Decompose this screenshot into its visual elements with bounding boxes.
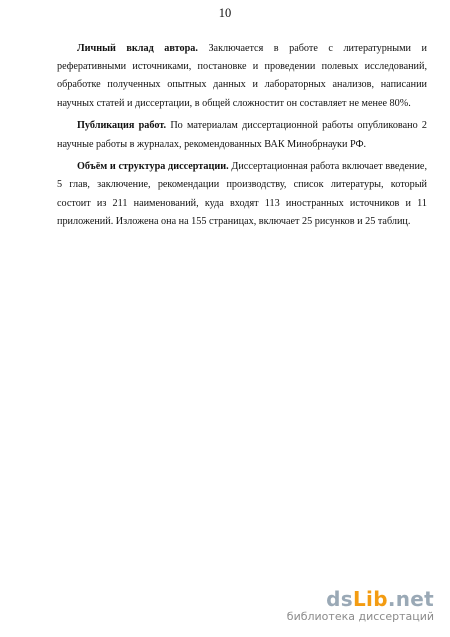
paragraph-personal-contribution — [57, 40, 427, 113]
logo-part-lib: Lib — [353, 587, 388, 611]
dslib-watermark — [287, 588, 434, 623]
paragraph-publications — [57, 117, 427, 153]
dslib-tagline: библиотека диссертаций — [286, 610, 434, 623]
dslib-logo — [287, 588, 434, 610]
paragraph-text: Заключается в работе с литературными и реферативными источниками, постановке и проведении полевых исследований, обработке полученных опытных данных и лабораторных анализов, написании научных статей и диссертации, в общей сложностит он составляет не менее 80%. — [57, 43, 427, 109]
paragraph-heading: Объём и структура диссертации. — [77, 161, 229, 173]
page-number: 10 — [218, 6, 232, 20]
paragraph-heading: Публикация работ. — [77, 120, 167, 132]
logo-part-ds: ds — [326, 587, 353, 611]
paragraph-text: По материалам диссертационной работы опубликовано 2 научные работы в журналах, рекомендованных ВАК Минобрнауки РФ. — [57, 120, 427, 150]
paragraph-text: Диссертационная работа включает введение, 5 глав, заключение, рекомендации производству, список литературы, который состоит из 211 наименований, куда входят 113 иностранных источников и 11 приложений. Изложена она на 155 страницах, включает 25 рисунков и 25 таблиц. — [57, 161, 427, 227]
logo-part-net: .net — [387, 587, 434, 611]
document-body — [57, 40, 427, 236]
paragraph-heading: Личный вклад автора. — [77, 43, 198, 54]
paragraph-structure — [57, 158, 427, 231]
